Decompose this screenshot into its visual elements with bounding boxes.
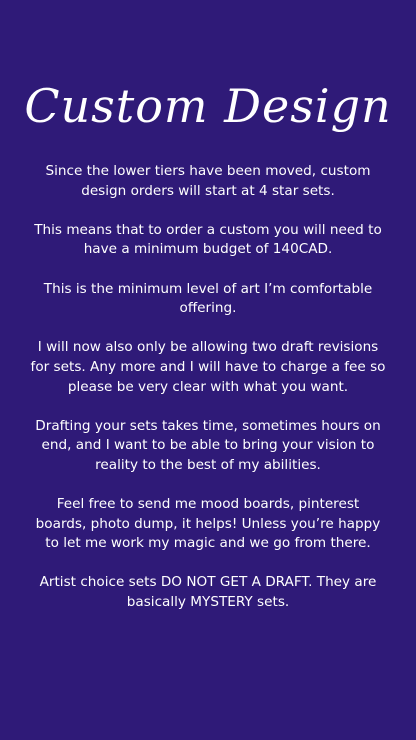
paragraph-budget: This means that to order a custom you will need to have a minimum budget of 140CAD.: [34, 221, 382, 258]
body-text: [30, 162, 386, 613]
page-title: Custom Design: [24, 79, 392, 133]
paragraph-artist-choice: Artist choice sets DO NOT GET A DRAFT. They are basically MYSTERY sets.: [39, 574, 377, 611]
paragraph-drafting: Drafting your sets takes time, sometimes hours on end, and I want to be able to bring your vision to reality to the best of my abilities.: [35, 417, 381, 473]
paragraph-minimum-level: This is the minimum level of art I’m comfortable offering.: [43, 280, 373, 317]
paragraph-mood-boards: Feel free to send me mood boards, pinterest boards, photo dump, it helps! Unless you’re happy to let me work my magic and we go from there.: [35, 496, 381, 552]
paragraph-revisions: I will now also only be allowing two draft revisions for sets. Any more and I will have to charge a fee so please be very clear with what you want.: [30, 339, 386, 395]
paragraph-tiers: Since the lower tiers have been moved, custom design orders will start at 4 star sets.: [45, 163, 371, 199]
